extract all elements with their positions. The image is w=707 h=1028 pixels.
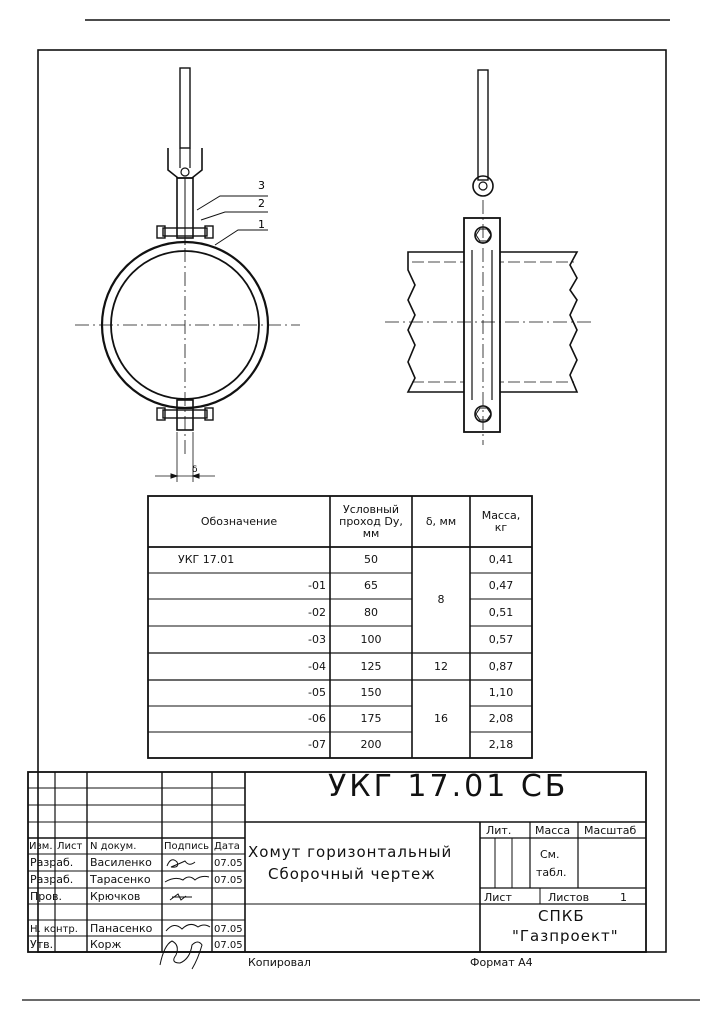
role-label: Н. контр. (30, 924, 78, 935)
org-line1: СПКБ (538, 907, 585, 925)
format-label: Формат А4 (470, 956, 533, 969)
row-mass: 2,18 (488, 738, 514, 751)
lit-label: Лит. (486, 824, 512, 837)
row-designation: -02 (308, 605, 326, 619)
col-header-izm: Изм. (29, 841, 53, 852)
role-label: Пров. (30, 890, 62, 903)
row-dn: 50 (364, 553, 378, 566)
dim-delta-label: δ (192, 465, 198, 475)
row-dn: 100 (360, 632, 382, 646)
front-view (75, 68, 300, 482)
col-header-doc: N докум. (90, 841, 137, 852)
drawing-title-line1: Хомут горизонтальный (248, 843, 453, 861)
scale-label: Масштаб (584, 824, 637, 837)
row-designation: -05 (308, 686, 326, 699)
role-name: Корж (90, 938, 122, 951)
row-dn: 80 (364, 605, 378, 619)
header-designation: Обозначение (200, 514, 278, 528)
sheets-value: 1 (620, 891, 627, 904)
drawing-code: УКГ 17.01 СБ (328, 769, 569, 804)
delta-group: 12 (434, 659, 448, 673)
row-mass: 0,57 (488, 632, 514, 646)
row-designation: УКГ 17.01 (178, 553, 235, 566)
header-delta: δ, мм (425, 514, 457, 528)
header-dn: Условный проход Dy, мм (339, 502, 403, 540)
row-designation: -01 (308, 579, 326, 592)
role-label: Разраб. (30, 873, 74, 886)
col-header-sign: Подпись (164, 841, 209, 852)
role-label: Разраб. (30, 856, 74, 869)
row-mass: 0,47 (488, 579, 514, 592)
col-header-date: Дата (214, 841, 240, 852)
role-date: 07.05 (214, 940, 243, 951)
row-mass: 0,41 (488, 553, 514, 566)
callout-2: 2 (258, 197, 265, 210)
mass-value-line2: табл. (536, 866, 567, 879)
col-header-list: Лист (57, 841, 83, 852)
role-name: Тарасенко (90, 873, 151, 886)
drawing-title-line2: Сборочный чертеж (268, 865, 436, 883)
role-name: Панасенко (90, 922, 153, 935)
delta-group: 8 (437, 593, 445, 606)
row-mass: 0,51 (488, 605, 514, 619)
role-date: 07.05 (214, 924, 243, 935)
row-mass: 2,08 (488, 712, 514, 725)
mass-value-line1: См. (540, 848, 560, 861)
row-dn: 65 (364, 579, 378, 592)
sheets-label: Листов (548, 891, 590, 904)
mass-label: Масса (535, 824, 571, 837)
row-designation: -04 (308, 659, 326, 673)
row-mass: 0,87 (488, 659, 514, 673)
role-date: 07.05 (214, 875, 243, 886)
sheet-label: Лист (484, 891, 512, 904)
callout-1: 1 (258, 218, 265, 231)
role-date: 07.05 (214, 858, 243, 869)
row-dn: 150 (360, 686, 382, 699)
role-name: Крючков (90, 890, 141, 903)
row-designation: -06 (308, 712, 326, 725)
copied-label: Копировал (248, 956, 311, 969)
row-designation: -07 (308, 738, 326, 751)
row-dn: 200 (360, 738, 382, 751)
role-label: Утв. (30, 938, 54, 951)
row-dn: 175 (360, 712, 382, 725)
delta-group: 16 (434, 712, 448, 725)
callout-3: 3 (258, 179, 265, 192)
row-mass: 1,10 (488, 686, 514, 699)
header-mass: Масса, кг (481, 508, 521, 534)
role-name: Василенко (90, 856, 152, 869)
side-view (385, 70, 595, 445)
row-dn: 125 (360, 659, 382, 673)
row-designation: -03 (308, 632, 326, 646)
org-line2: "Газпроект" (512, 927, 619, 945)
